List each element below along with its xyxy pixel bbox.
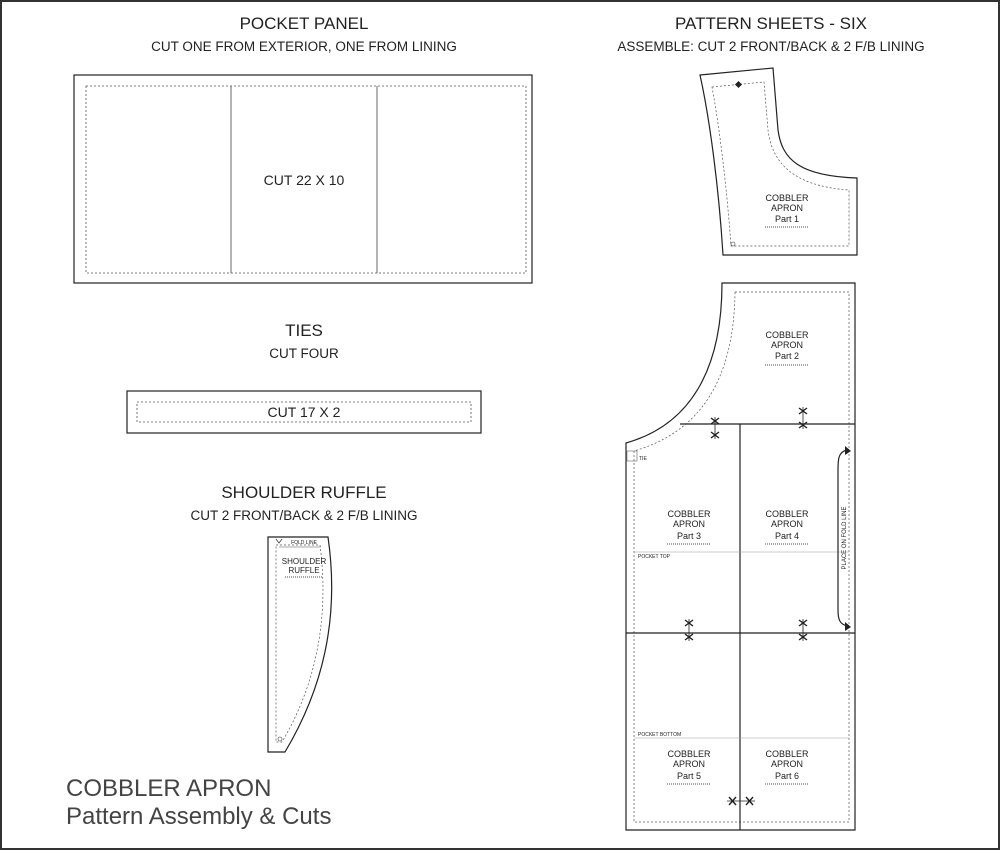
part-3-label: Part 3 (676, 531, 702, 541)
tie-placement-label: TIE (639, 456, 647, 462)
part-3-label-line1: COBBLER (667, 509, 711, 519)
part-5-label-line1: COBBLER (667, 749, 711, 759)
pocket-panel-subtitle: CUT ONE FROM EXTERIOR, ONE FROM LINING (151, 39, 457, 54)
ties-cut-label: CUT 17 X 2 (267, 404, 341, 420)
pocket-panel-title: POCKET PANEL (239, 14, 369, 33)
part-2-label-line2: APRON (770, 340, 804, 350)
pattern-sheets-title: PATTERN SHEETS - SIX (674, 14, 868, 33)
part-4-label-line1: COBBLER (765, 509, 809, 519)
part-1-label: Part 1 (774, 214, 800, 224)
pocket-top-label: POCKET TOP (638, 554, 670, 560)
part-2-label: Part 2 (774, 351, 800, 361)
ties-subtitle: CUT FOUR (269, 346, 339, 361)
footer-title: COBBLER APRON (66, 775, 272, 802)
ties-title: TIES (285, 321, 323, 340)
shoulder-ruffle-fold-label: FOLD LINE (291, 540, 317, 546)
part-5-label-line2: APRON (672, 759, 706, 769)
part-4-label-line2: APRON (770, 519, 804, 529)
pattern-sheets-subtitle: ASSEMBLE: CUT 2 FRONT/BACK & 2 F/B LINING (617, 39, 925, 54)
part-6-label: Part 6 (774, 771, 800, 781)
part-4-label: Part 4 (774, 531, 800, 541)
part-6-label-line1: COBBLER (765, 749, 809, 759)
shoulder-ruffle-label-line2: RUFFLE (288, 566, 320, 575)
shoulder-ruffle-subtitle: CUT 2 FRONT/BACK & 2 F/B LINING (190, 508, 418, 523)
part-2-label-line1: COBBLER (765, 330, 809, 340)
part-3-label-line2: APRON (672, 519, 706, 529)
pocket-panel-cut-label: CUT 22 X 10 (263, 172, 345, 188)
part-1-label-line2: APRON (770, 203, 804, 213)
pattern-front-assembly (626, 283, 855, 830)
place-on-fold-label: PLACE ON FOLD LINE (842, 506, 848, 570)
pattern-part-1 (700, 68, 857, 255)
shoulder-ruffle-label-line1: SHOULDER (281, 557, 327, 566)
footer-subtitle: Pattern Assembly & Cuts (66, 803, 332, 830)
part-1-outline (700, 68, 857, 255)
part-5-label: Part 5 (676, 771, 702, 781)
pocket-bottom-label: POCKET BOTTOM (638, 732, 682, 738)
shoulder-ruffle-title: SHOULDER RUFFLE (221, 483, 387, 502)
ties-piece (127, 391, 481, 433)
part-6-label-line2: APRON (770, 759, 804, 769)
pocket-panel-piece (74, 75, 532, 283)
part-1-label-line1: COBBLER (765, 193, 809, 203)
shoulder-ruffle-piece (268, 537, 332, 752)
